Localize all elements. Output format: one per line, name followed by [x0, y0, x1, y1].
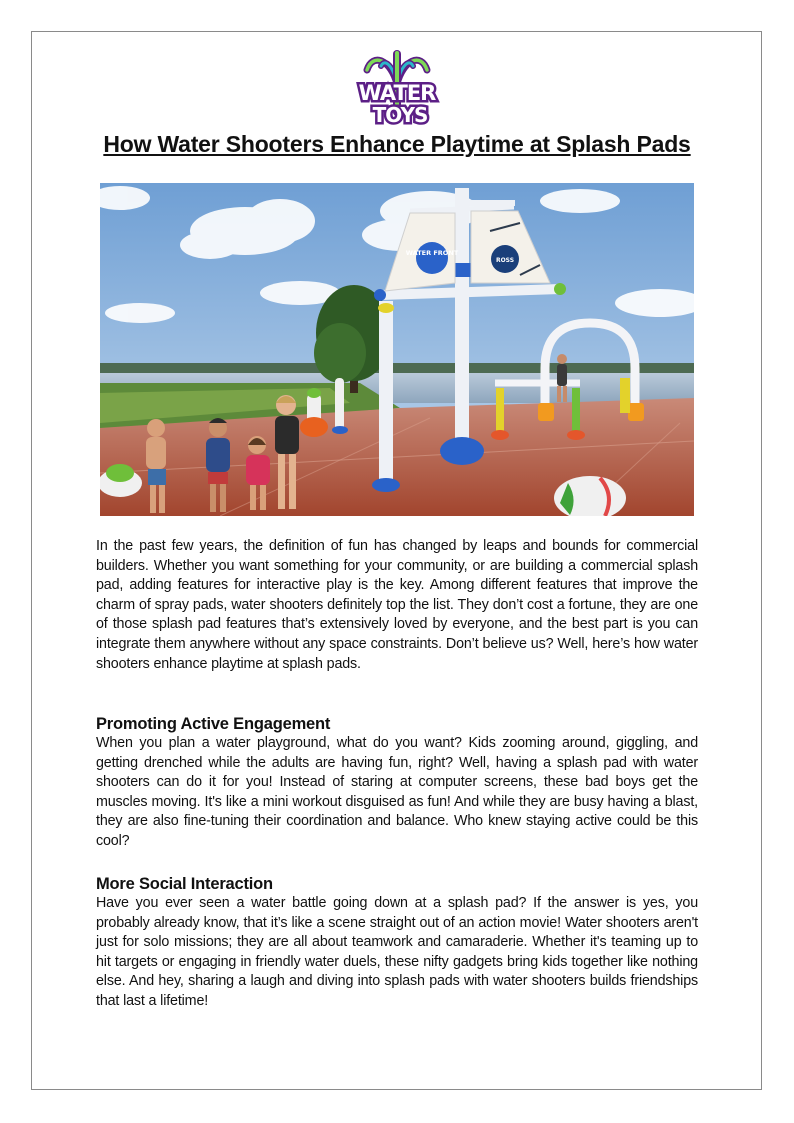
- section-paragraph: When you plan a water playground, what do you want? Kids zooming around, giggling, and getting drenched while the adults are having fun, right? Well, having a splash pad with water shooters can do it for you! Instead of staring at computer screens, these bad boys get the muscles moving. It's like a mini workout disguised as fun! And while they are busy having a blast, they are also fine-tuning their coordination and balance. Who knew staying active could be this cool?: [96, 735, 698, 849]
- svg-text:ROSS: ROSS: [495, 257, 515, 264]
- intro-paragraph: In the past few years, the definition of fun has changed by leaps and bounds for commercial builders. Whether you want something for your community, or are building a commercial splash pad, adding features for interactive play is the key. Among different features that improve the charm of spray pads, water shooters definitely top the list. They don’t cost a fortune, they are one of those splash pad features that’s extensively loved by everyone, and the best part is you can integrate them anywhere without any space constraints. Don’t believe us? Well, here’s how water shooters enhance playtime at splash pads.: [96, 538, 698, 672]
- section-social-interaction: [96, 874, 698, 1012]
- section-paragraph: Have you ever seen a water battle going down at a splash pad? If the answer is yes, you probably already know, that it’s like a scene straight out of an action movie! Water shooters aren't just for solo missions; they are all about teamwork and camaraderie. Whether it's teaming up to hit targets or engaging in friendly water duels, these nifty gadgets bring kids together like nothing else. And hey, sharing a laugh and diving into splash pads with water shooters builds friendships that last a lifetime!: [96, 895, 698, 1009]
- svg-text:TOYS: TOYS: [372, 103, 428, 127]
- splash-pad-photo: [100, 183, 694, 516]
- svg-text:WATER FRONT: WATER FRONT: [405, 249, 459, 257]
- intro-section: [96, 537, 698, 674]
- page-title: How Water Shooters Enhance Playtime at Splash Pads: [103, 131, 691, 157]
- svg-text:WATER: WATER: [358, 81, 436, 105]
- water-toys-logo: [345, 40, 449, 128]
- section-heading: Promoting Active Engagement: [96, 715, 331, 733]
- section-heading: More Social Interaction: [96, 875, 273, 893]
- section-active-engagement: [96, 714, 698, 852]
